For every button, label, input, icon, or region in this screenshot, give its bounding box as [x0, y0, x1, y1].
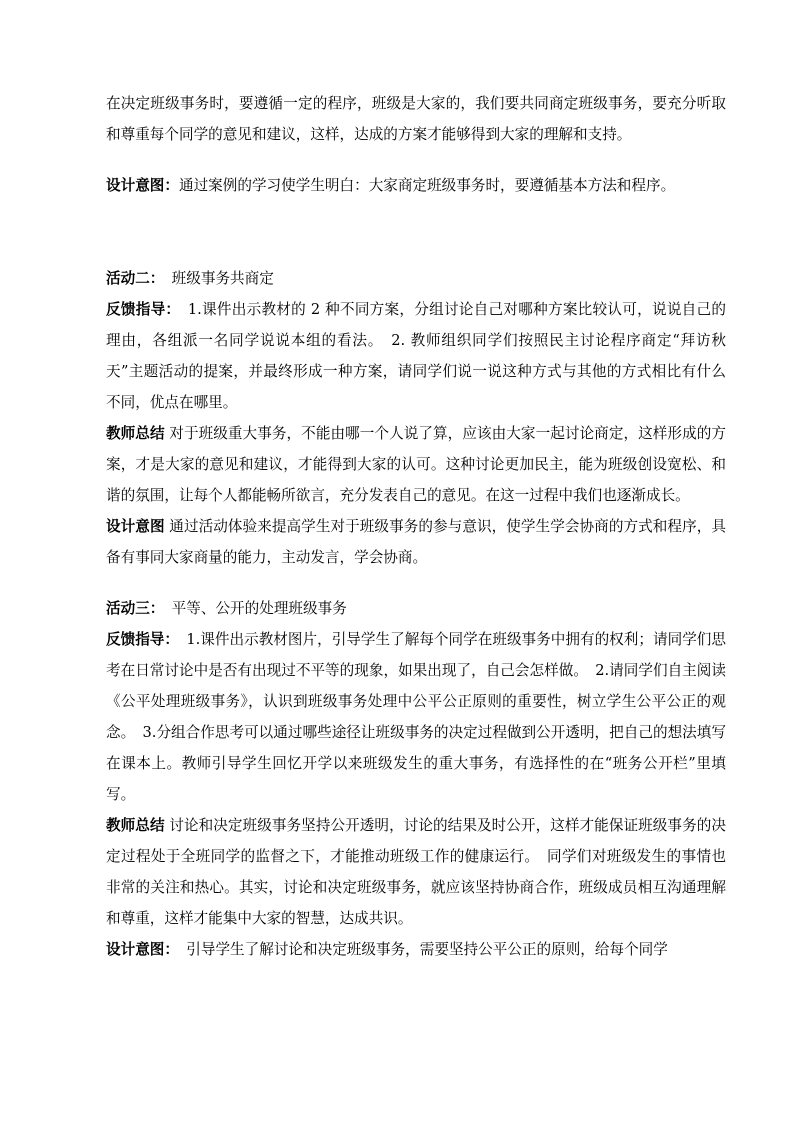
- summary-label: 教师总结: [106, 425, 165, 442]
- intro-text: 在决定班级事务时，要遵循一定的程序，班级是大家的，我们要共同商定班级事务，要充分听取和尊重每个同学的意见和建议，这样，达成的方案才能够得到大家的理解和支持。: [106, 95, 726, 143]
- design-label: 设计意图: [106, 518, 165, 535]
- summary-text: 对于班级重大事务，不能由哪一个人说了算，应该由大家一起讨论商定，这样形成的方案，才是大家的意见和建议，才能得到大家的认可。这种讨论更加民主，能为班级创设宽松、和谐的氛围，让每个人都能畅所欲言，充分发表自己的意见。在这一过程中我们也逐渐成长。: [106, 425, 726, 504]
- activity-2-summary: [106, 418, 726, 511]
- summary-text: 讨论和决定班级事务坚持公开透明，讨论的结果及时公开，这样才能保证班级事务的决定过程处于全班同学的监督之下，才能推动班级工作的健康运行。 同学们对班级发生的事情也非常的关注和热心。其实，讨论和决定班级事务，就应该坚持协商合作，班级成员相互沟通理解和尊重，这样才能集中大家的智慧，达成共识。: [106, 817, 726, 927]
- activity-3-summary: [106, 810, 726, 934]
- activity-2-design: [106, 511, 726, 573]
- feedback-label: 反馈指导：: [106, 301, 173, 318]
- activity-2-title: 班级事务共商定: [157, 270, 274, 287]
- activity-3-heading: [106, 593, 726, 624]
- activity-2-heading: [106, 263, 726, 294]
- design-label: 设计意图：: [106, 941, 172, 958]
- activity-3-feedback: [106, 624, 726, 810]
- summary-label: 教师总结: [106, 817, 165, 834]
- design-intent-1: [106, 170, 726, 201]
- activity-3-design: [106, 934, 726, 965]
- design-intent-text: 通过案例的学习使学生明白：大家商定班级事务时，要遵循基本方法和程序。: [178, 177, 676, 194]
- document-page: [106, 88, 726, 965]
- feedback-label: 反馈指导：: [106, 631, 172, 648]
- activity-3-title: 平等、公开的处理班级事务: [157, 600, 347, 617]
- design-text: 通过活动体验来提高学生对于班级事务的参与意识，使学生学会协商的方式和程序，具备有事同大家商量的能力，主动发言，学会协商。: [106, 518, 726, 566]
- design-text: 引导学生了解讨论和决定班级事务，需要坚持公平公正的原则，给每个同学: [171, 941, 668, 958]
- feedback-text: 1.课件出示教材的 2 种不同方案，分组讨论自己对哪种方案比较认可，说说自己的理由，各组派一名同学说说本组的看法。 2. 教师组织同学们按照民主讨论程序商定“拜访秋天”主题活动的提案，并最终形成一种方案，请同学们说一说这种方式与其他的方式相比有什么不同，优点在哪里。: [106, 301, 726, 411]
- activity-2-label: 活动二：: [106, 270, 158, 287]
- activity-3-label: 活动三：: [106, 600, 158, 617]
- activity-2-feedback: [106, 294, 726, 418]
- intro-paragraph: [106, 88, 726, 150]
- feedback-text: 1.课件出示教材图片，引导学生了解每个同学在班级事务中拥有的权利；请同学们思考在日常讨论中是否有出现过不平等的现象，如果出现了，自己会怎样做。 2.请同学们自主阅读《公平处理班级事务》，认识到班级事务处理中公平公正原则的重要性，树立学生公平公正的观念。 3.分组合作思考可以通过哪些途径让班级事务的决定过程做到公开透明，把自己的想法填写在课本上。教师引导学生回忆开学以来班级发生的重大事务，有选择性的在“班务公开栏”里填写。: [106, 631, 727, 803]
- design-intent-label: 设计意图：: [106, 177, 179, 194]
